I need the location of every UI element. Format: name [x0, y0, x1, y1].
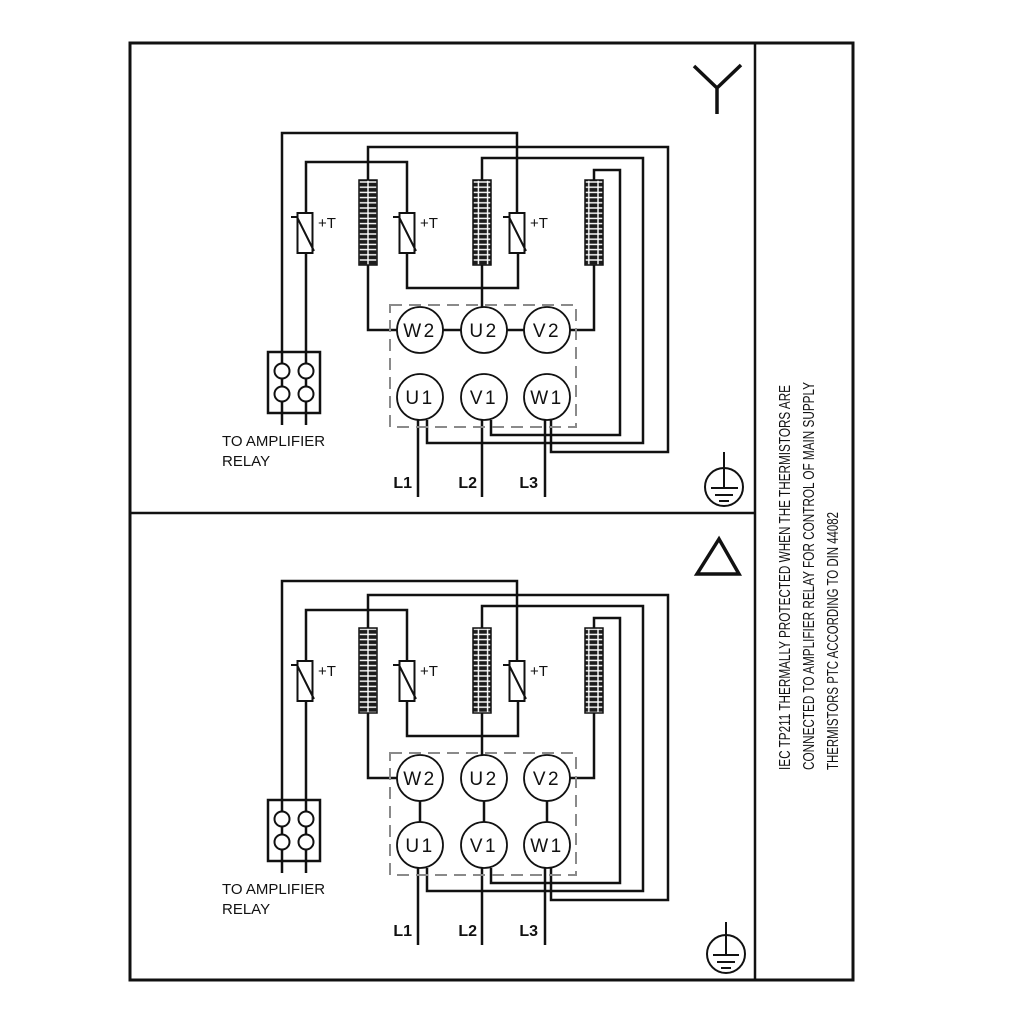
panel-delta-connection: [222, 539, 745, 973]
thermistor-2: [393, 213, 438, 253]
relay-terminal: [299, 364, 314, 379]
supply-label-l1: L1: [393, 923, 412, 940]
thermistor-1: [291, 213, 336, 253]
supply-label-l2: L2: [458, 923, 477, 940]
thermistor-3: [503, 661, 548, 701]
wire-thermistor2-thermistor3: [407, 701, 518, 736]
side-note-line-3: THERMISTORS PTC ACCORDING TO DIN 44082: [825, 420, 842, 770]
terminal-label-v1: V1: [469, 388, 499, 409]
thermistor-2: [393, 661, 438, 701]
relay-note-line-1: TO AMPLIFIER: [222, 881, 326, 898]
relay-note-line-2: RELAY: [222, 453, 271, 470]
delta-bridge-links: [420, 801, 547, 822]
winding-coil-v: [585, 180, 603, 265]
side-note-line-2: CONNECTED TO AMPLIFIER RELAY FOR CONTROL OF MAIN SUPPLY: [801, 257, 818, 770]
supply-label-l1: L1: [393, 475, 412, 492]
winding-coil-u: [473, 180, 491, 265]
relay-terminal: [299, 812, 314, 827]
amplifier-relay-terminal-box: [268, 352, 320, 413]
wire-winding-w-to-w2: [368, 265, 397, 330]
thermistor-label: +T: [318, 663, 336, 680]
terminal-label-w1: W1: [530, 388, 564, 409]
terminal-label-w1: W1: [530, 836, 564, 857]
wire-thermistor1-thermistor2: [306, 610, 407, 661]
winding-coil-v: [585, 628, 603, 713]
thermistor-label: +T: [530, 663, 548, 680]
side-note-line-1: IEC TP211 THERMALLY PROTECTED WHEN THE THERMISTORS ARE: [777, 261, 794, 770]
amplifier-relay-terminal-box: [268, 800, 320, 861]
wire-winding-v-to-v2: [570, 265, 594, 330]
relay-terminal: [275, 812, 290, 827]
relay-terminal: [275, 387, 290, 402]
terminal-label-u2: U2: [469, 321, 499, 342]
thermistor-label: +T: [318, 215, 336, 232]
relay-note-line-1: TO AMPLIFIER: [222, 433, 326, 450]
terminal-label-u2: U2: [469, 769, 499, 790]
thermistor-1: [291, 661, 336, 701]
wire-winding-w-to-w2: [368, 713, 397, 778]
supply-label-l2: L2: [458, 475, 477, 492]
thermistor-3: [503, 213, 548, 253]
winding-coil-w: [359, 180, 377, 265]
thermistor-label: +T: [420, 215, 438, 232]
earth-ground-icon: [705, 452, 743, 506]
thermistor-label: +T: [530, 215, 548, 232]
side-note: [777, 257, 842, 770]
wire-thermistor1-thermistor2: [306, 162, 407, 213]
relay-note-line-2: RELAY: [222, 901, 271, 918]
supply-label-l3: L3: [519, 923, 538, 940]
relay-terminal: [275, 364, 290, 379]
wire-winding-v-to-v2: [570, 713, 594, 778]
terminal-label-w2: W2: [403, 769, 437, 790]
delta-symbol-icon: [697, 539, 739, 574]
star-wye-symbol-icon: [694, 65, 741, 114]
terminal-label-v1: V1: [469, 836, 499, 857]
thermistor-label: +T: [420, 663, 438, 680]
supply-label-l3: L3: [519, 475, 538, 492]
earth-ground-icon: [707, 922, 745, 973]
relay-terminal: [299, 835, 314, 850]
winding-coil-w: [359, 628, 377, 713]
panel-star-connection: [222, 65, 743, 506]
terminal-label-u1: U1: [405, 836, 435, 857]
terminal-block: [397, 307, 570, 420]
wire-thermistor2-thermistor3: [407, 253, 518, 288]
relay-terminal: [275, 835, 290, 850]
relay-terminal: [299, 387, 314, 402]
terminal-label-w2: W2: [403, 321, 437, 342]
winding-coil-u: [473, 628, 491, 713]
terminal-label-v2: V2: [532, 769, 562, 790]
terminal-label-u1: U1: [405, 388, 435, 409]
terminal-label-v2: V2: [532, 321, 562, 342]
